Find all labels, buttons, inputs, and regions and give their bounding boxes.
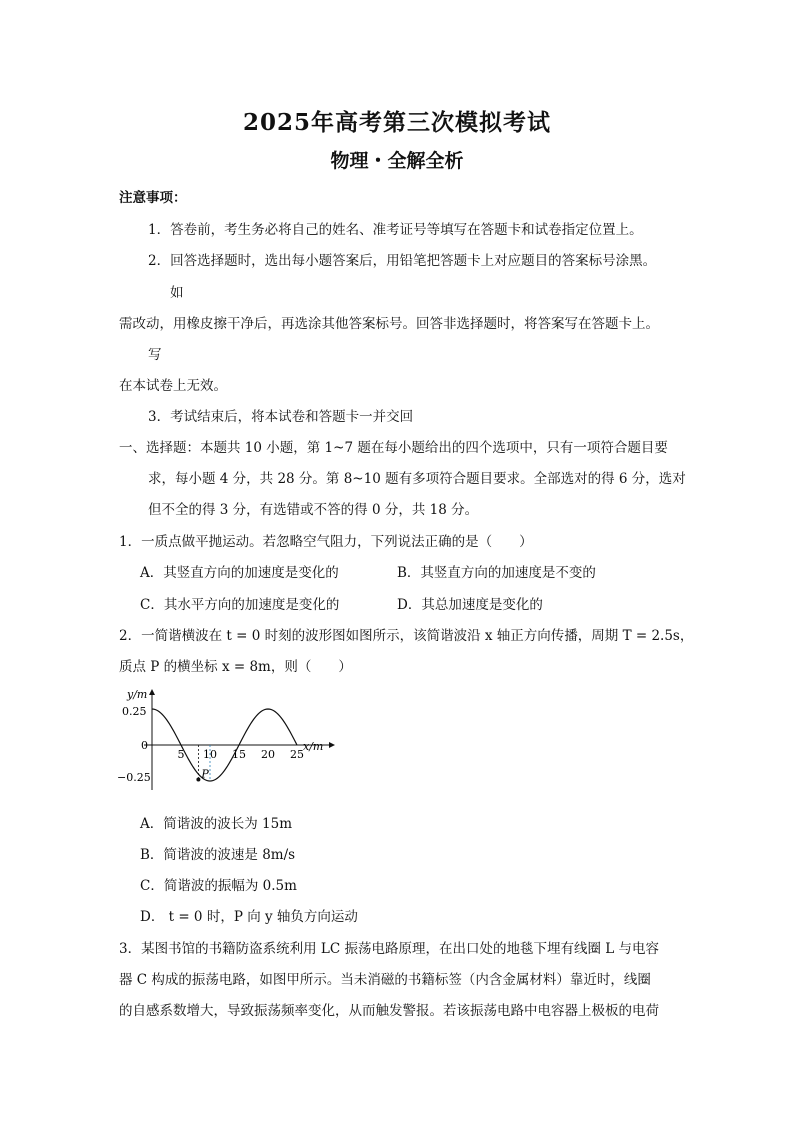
q3-line3: 的自感系数增大，导致振荡频率变化，从而触发警报。若该振荡电路中电容器上极板的电荷 <box>119 1003 659 1019</box>
notice-item-2-line1: 2．回答选择题时，选出每小题答案后，用铅笔把答题卡上对应题目的答案标号涂黑。 <box>148 253 657 269</box>
x-tick-label: 10 <box>203 748 217 761</box>
q2-option-d: D． t = 0 时，P 向 y 轴负方向运动 <box>140 909 358 925</box>
q3-line1: 3．某图书馆的书籍防盗系统利用 LC 振荡电路原理，在出口处的地毯下埋有线圈 L 与电容 <box>119 941 660 957</box>
point-p-label: P <box>201 767 209 781</box>
notice-item-1: 1．答卷前，考生务必将自己的姓名、准考证号等填写在答题卡和试卷指定位置上。 <box>148 222 643 238</box>
notice-item-2-line3: 需改动，用橡皮擦干净后，再选涂其他答案标号。回答非选择题时，将答案写在答题卡上。 <box>119 316 659 332</box>
y-axis-label: y/m <box>127 688 148 701</box>
q1-stem: 1．一质点做平抛运动。若忽略空气阻力，下列说法正确的是（ ） <box>119 534 533 550</box>
q3-line2: 器 C 构成的振荡电路，如图甲所示。当未消磁的书籍标签（内含金属材料）靠近时，线圈 <box>119 972 651 988</box>
notice-item-2-line5: 在本试卷上无效。 <box>119 378 227 394</box>
x-tick-label: 5 <box>177 748 185 761</box>
y-tick-zero: 0 <box>141 739 148 752</box>
wave-figure <box>112 684 342 796</box>
q1-option-c: C．其水平方向的加速度是变化的 <box>140 597 340 613</box>
q2-option-a: A．简谐波的波长为 15m <box>140 816 293 832</box>
q2-option-b: B．简谐波的波速是 8m/s <box>140 847 296 863</box>
x-tick-label: 15 <box>232 748 246 761</box>
notice-item-2-line4: 写 <box>148 347 162 363</box>
q2-stem-line2: 质点 P 的横坐标 x = 8m，则（ ） <box>119 659 352 675</box>
notice-item-2-line2: 如 <box>170 285 184 301</box>
notice-heading: 注意事项： <box>119 190 187 206</box>
q1-option-d: D．其总加速度是变化的 <box>397 597 543 613</box>
x-tick-label: 25 <box>290 748 304 761</box>
section1-line2: 求，每小题 4 分，共 28 分。第 8~10 题有多项符合题目要求。全部选对的得 6 分，选对 <box>148 471 686 487</box>
y-tick-min: −0.25 <box>117 771 151 784</box>
exam-subtitle: 物理・全解全析 <box>330 150 464 172</box>
x-tick-label: 20 <box>261 748 275 761</box>
exam-title: 2025年高考第三次模拟考试 <box>242 109 551 136</box>
q1-option-b: B．其竖直方向的加速度是不变的 <box>397 565 596 581</box>
y-tick-max: 0.25 <box>122 705 147 718</box>
q2-option-c: C．简谐波的振幅为 0.5m <box>140 878 297 894</box>
x-axis-label: x/m <box>303 740 324 753</box>
section1-line1: 一、选择题：本题共 10 小题，第 1~7 题在每小题给出的四个选项中，只有一项符合题目要 <box>119 440 668 456</box>
notice-item-3: 3．考试结束后，将本试卷和答题卡一并交回 <box>148 409 414 425</box>
section1-line3: 但不全的得 3 分，有选错或不答的得 0 分，共 18 分。 <box>148 502 479 518</box>
point-p-marker <box>196 778 200 782</box>
q2-stem-line1: 2．一简谐横波在 t = 0 时刻的波形图如图所示，该简谐波沿 x 轴正方向传播，周期 T = 2.5s， <box>119 628 694 644</box>
q1-option-a: A．其竖直方向的加速度是变化的 <box>140 565 339 581</box>
